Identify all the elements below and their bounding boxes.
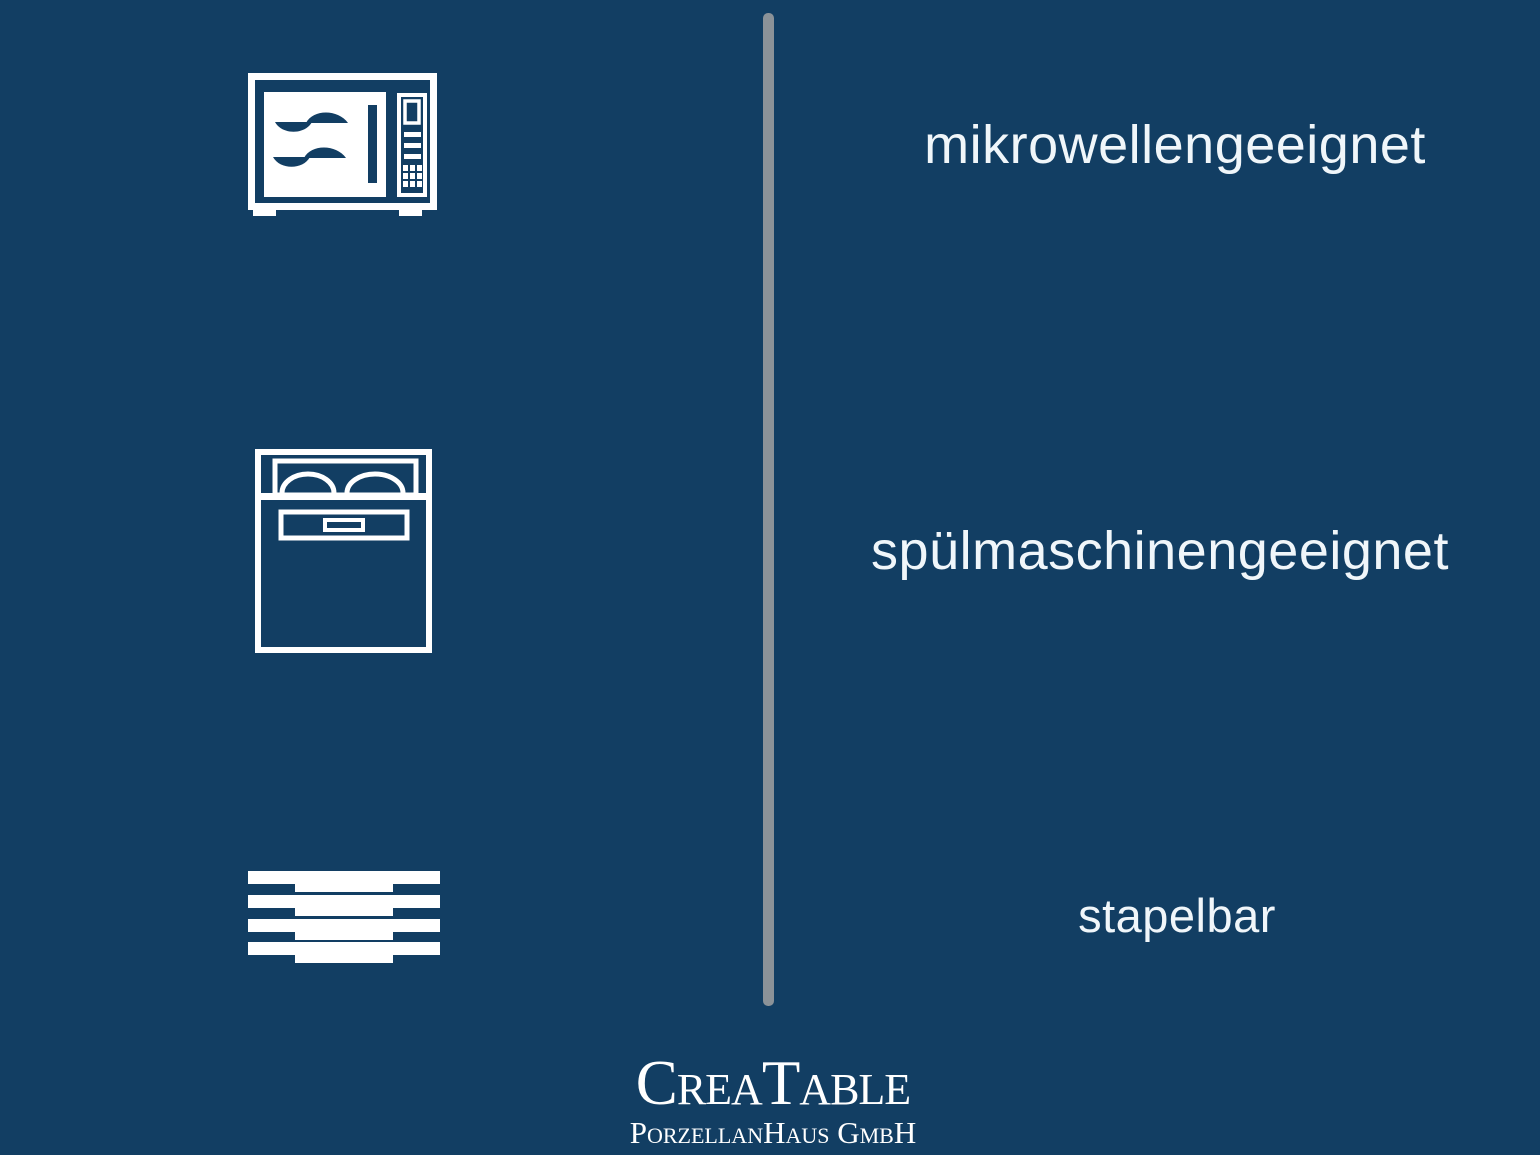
dishwasher-icon-svg xyxy=(255,449,432,653)
company-name: PorzellanHaus GmbH xyxy=(629,1115,917,1150)
vertical-divider xyxy=(763,13,774,1006)
stackable-plates-icon xyxy=(248,871,440,965)
feature-label-stackable: stapelbar xyxy=(1078,889,1276,942)
dishwasher-icon xyxy=(255,449,432,653)
microwave-icon xyxy=(248,71,438,219)
feature-label-microwave-safe: mikrowellengeeignet xyxy=(924,115,1426,175)
brand-logo xyxy=(629,1048,917,1150)
brand-name: CreaTable xyxy=(635,1048,911,1118)
feature-label-dishwasher-safe: spülmaschinengeeignet xyxy=(871,521,1449,581)
stackable-plates-icon-svg xyxy=(248,871,440,965)
microwave-icon-svg xyxy=(248,71,438,219)
